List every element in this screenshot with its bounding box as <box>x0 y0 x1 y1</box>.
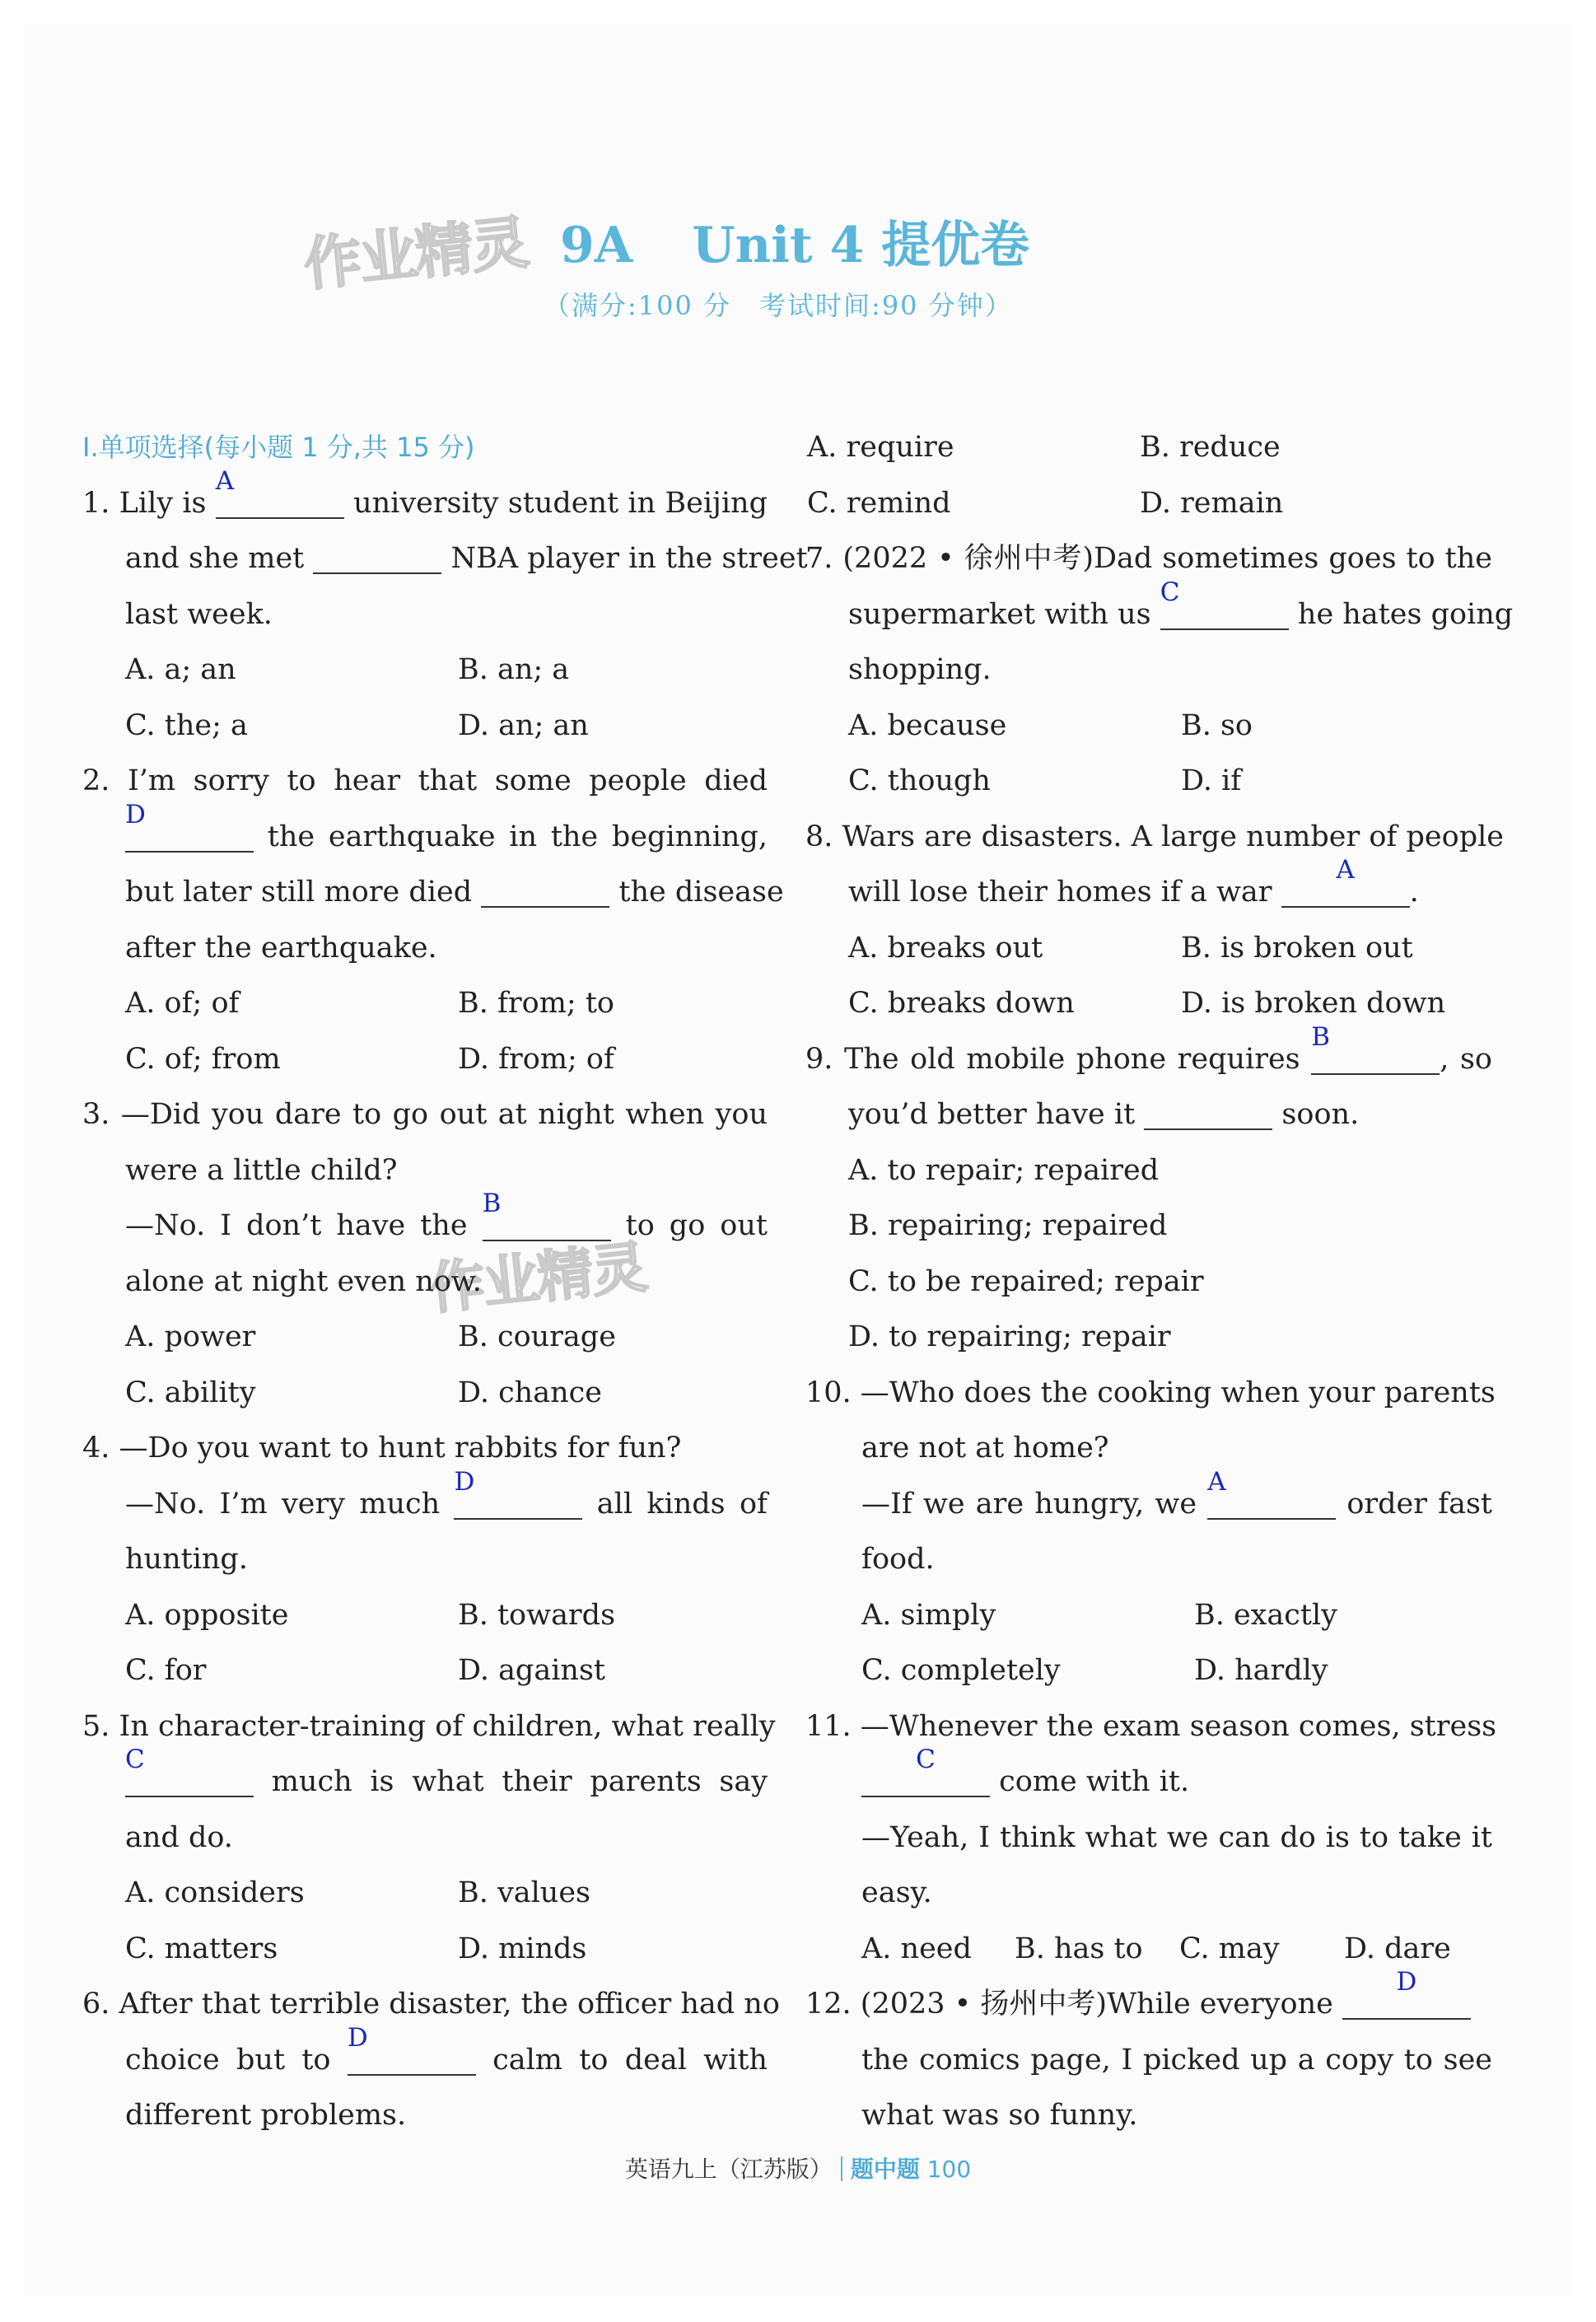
watermark-logo: 作业精灵 <box>426 1235 650 1323</box>
answer-blank <box>482 1189 611 1241</box>
answer-mark: B <box>482 1189 502 1218</box>
question-5: 5. In character-training of children, what really <box>82 1709 776 1743</box>
answer-mark: A <box>215 465 235 496</box>
answer-blank <box>1342 1967 1471 2020</box>
options-row: A. simply B. exactly <box>861 1598 1337 1632</box>
answer-mark: C <box>125 1745 145 1774</box>
question-9: 9. The old mobile phone requires B , so <box>805 1021 1492 1076</box>
options-row: C. completely D. hardly <box>861 1654 1328 1687</box>
question-10: 10. —Who does the cooking when your parents <box>805 1376 1496 1409</box>
option: C. to be repaired; repair <box>848 1264 1204 1298</box>
answer-mark: D <box>1396 1967 1417 1997</box>
answer-mark: D <box>454 1466 475 1497</box>
answer-blank <box>1144 1091 1272 1130</box>
page-title <box>560 206 1029 277</box>
left-column: Ⅰ.单项选择(每小题 1 分,共 15 分) 1. Lily is A university student in Beijing and she met NBA player in the street last week. A. a; an B. an; a C. the; a D. an; an 2. I’m sorry to hear that some people died D the earthquake in the beginning, but later still more died the disease after the earthquake. A. of; of B. from; to C. of; from D. from; of 3. —Did you dare to go out at night when you were a little child? —No. I don’t have the B to go out alone at night even now. A. power B. courage C. ability D. chance 4. —Do you want to hunt rabbits for fun? —No. I’m very much D all kinds of hunting. A. opposite B. towards C. for D. against 5. In character-training of children, what really C much is what their parents say and do. A. considers B. values C. matters D. minds 6. After that terrible disaster, the officer had no choice but to D calm to deal with different problems. <box>82 420 768 2144</box>
question-2: 2. I’m sorry to hear that some people died <box>82 764 768 797</box>
page-footer <box>0 2151 1596 2184</box>
options-row: A. need B. has to C. may D. dare <box>861 1932 1451 1965</box>
answer-blank <box>1207 1466 1336 1520</box>
answer-mark: D <box>125 799 146 829</box>
question-4: 4. —Do you want to hunt rabbits for fun? <box>82 1432 682 1465</box>
options-row: A. a; an B. an; a <box>125 653 570 686</box>
answer-mark: A <box>1207 1466 1226 1497</box>
exam-info: （满分:100 分 考试时间:90 分钟） <box>544 290 1013 321</box>
answer-blank <box>125 1745 254 1797</box>
options-row: C. remind D. remain <box>807 486 1284 520</box>
answer-blank <box>347 2022 476 2076</box>
option: D. to repairing; repair <box>848 1320 1171 1353</box>
answer-blank <box>1311 1021 1440 1075</box>
section-heading: Ⅰ.单项选择(每小题 1 分,共 15 分) <box>82 432 475 463</box>
answer-mark: C <box>1160 577 1180 607</box>
page-number: 100 <box>926 2156 972 2183</box>
answer-mark: A <box>1336 855 1355 885</box>
options-row: A. of; of B. from; to <box>125 987 614 1020</box>
options-row: A. require B. reduce <box>807 431 1281 464</box>
question-7: 7. (2022 • 徐州中考)Dad sometimes goes to the <box>805 542 1492 575</box>
answer-mark: D <box>347 2022 368 2053</box>
question-3: 3. —Did you dare to go out at night when you <box>82 1098 768 1131</box>
divider <box>841 2156 842 2181</box>
book-title: 英语九上（江苏版） <box>624 2156 833 2183</box>
options-row: C. though D. if <box>848 764 1242 797</box>
answer-blank <box>215 465 344 519</box>
brand-label: 题中题 <box>850 2156 920 2183</box>
answer-blank <box>1281 855 1410 908</box>
options-row: C. for D. against <box>125 1654 605 1687</box>
option: B. repairing; repaired <box>848 1209 1168 1242</box>
options-row: C. of; from D. from; of <box>125 1042 614 1076</box>
right-column: A. require B. reduce C. remind D. remain 7. (2022 • 徐州中考)Dad sometimes goes to the supermarket with us C he hates going shopping. A. because B. so C. though D. if 8. Wars are disasters. A large number of people will lose their homes if a war A . A. breaks out B. is broken out C. breaks down D. is broken down 9. The old mobile phone requires B , so you’d better have it soon. A. to repair; repaired B. repairing; repaired C. to be repaired; repair D. to repairing; repair 10. —Who does the cooking when your parents are not at home? —If we are hungry, we A order fast food. A. simply B. exactly C. completely D. hardly 11. —Whenever the exam season comes, stress C come with it. —Yeah, I think what we can do is to take it easy. A. need B. has to C. may D. dare 12. (2023 • 扬州中考)While everyone D the comics page, I picked up a copy to see what was so funny. <box>805 420 1492 2144</box>
question-12: 12. (2023 • 扬州中考)While everyone D <box>805 1977 1492 2033</box>
options-row: C. the; a D. an; an <box>125 708 589 742</box>
options-row: A. because B. so <box>848 708 1253 742</box>
watermark-logo: 作业精灵 <box>301 208 531 299</box>
question-1: 1. Lily is A university student in Beijing <box>82 465 768 520</box>
title-unit: Unit 4 提优卷 <box>692 217 1030 274</box>
answer-blank <box>454 1466 582 1520</box>
options-row: A. breaks out B. is broken out <box>848 931 1413 965</box>
options-row: A. power B. courage <box>125 1320 616 1353</box>
options-row: A. considers B. values <box>125 1876 591 1909</box>
options-row: A. opposite B. towards <box>125 1598 616 1632</box>
option: A. to repair; repaired <box>848 1153 1160 1187</box>
answer-blank <box>313 535 441 574</box>
answer-mark: B <box>1311 1021 1331 1052</box>
answer-mark: C <box>916 1745 936 1774</box>
options-row: C. matters D. minds <box>125 1932 587 1965</box>
question-8: 8. Wars are disasters. A large number of people <box>805 820 1505 853</box>
options-row: C. ability D. chance <box>125 1376 602 1409</box>
title-grade: 9A <box>560 217 633 274</box>
options-row: C. breaks down D. is broken down <box>848 987 1446 1020</box>
answer-blank <box>125 799 254 853</box>
answer-blank <box>481 868 609 908</box>
answer-blank <box>1160 577 1289 630</box>
question-6: 6. After that terrible disaster, the officer had no <box>82 1988 780 2021</box>
answer-blank <box>861 1745 990 1797</box>
question-11: 11. —Whenever the exam season comes, stress <box>805 1709 1497 1743</box>
